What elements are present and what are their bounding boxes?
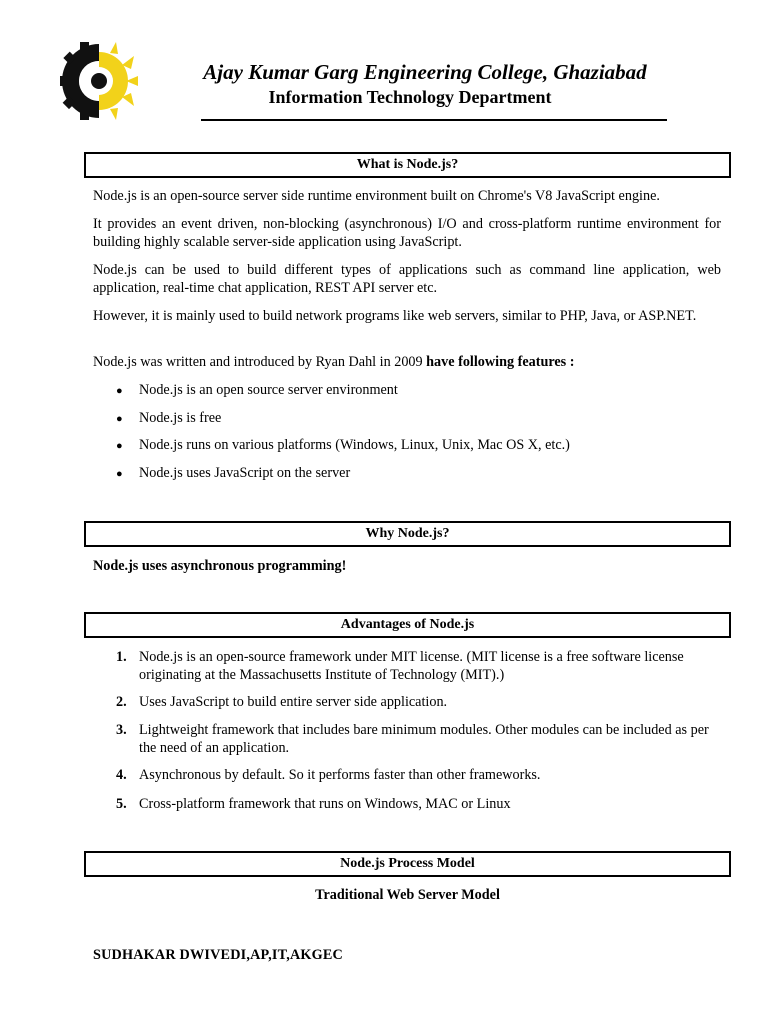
bullet-icon: ● [116,413,123,425]
section-heading-advantages: Advantages of Node.js [84,612,731,638]
footer-author: SUDHAKAR DWIVEDI,AP,IT,AKGEC [93,947,343,963]
paragraph: However, it is mainly used to build network programs like web servers, similar to PHP, Java, or ASP.NET. [93,308,697,324]
list-item: ● Node.js is free [116,410,222,426]
paragraph: Node.js can be used to build different types of applications such as command line application, web application, real-time chat application, REST API server etc. [93,262,721,296]
list-item: 3. Lightweight framework that includes bare minimum modules. Other modules can be included as per the need of an application. [116,722,709,756]
list-item: ● Node.js is an open source server environment [116,382,398,398]
college-title: Ajay Kumar Garg Engineering College, Ghaziabad [203,60,647,84]
header-divider [201,119,667,121]
paragraph: Node.js is an open-source server side runtime environment built on Chrome's V8 JavaScript engine. [93,188,660,204]
paragraph-bold: have following features : [426,354,575,370]
section-heading-process: Node.js Process Model [84,851,731,877]
list-item: 4. Asynchronous by default. So it performs faster than other frameworks. [116,767,541,783]
list-item: 5. Cross-platform framework that runs on Windows, MAC or Linux [116,796,511,812]
college-logo [56,40,142,122]
section-heading-why: Why Node.js? [84,521,731,547]
paragraph-lead: Node.js was written and introduced by Ryan Dahl in 2009 [93,354,423,370]
list-item: 1. Node.js is an open-source framework under MIT license. (MIT license is a free software license originating at the Massachusetts Institute of Technology (MIT).) [116,649,684,683]
subheading: Traditional Web Server Model [315,887,500,903]
list-item: ● Node.js runs on various platforms (Windows, Linux, Unix, Mac OS X, etc.) [116,437,570,453]
section-heading-what: What is Node.js? [84,152,731,178]
paragraph: It provides an event driven, non-blocking (asynchronous) I/O and cross-platform runtime environment for building highly scalable server-side application using JavaScript. [93,216,721,250]
list-item: ● Node.js uses JavaScript on the server [116,465,351,481]
bullet-icon: ● [116,468,123,480]
paragraph [93,353,721,371]
bullet-icon: ● [116,385,123,397]
list-item: 2. Uses JavaScript to build entire server side application. [116,694,448,710]
department-title: Information Technology Department [268,87,552,107]
paragraph: Node.js uses asynchronous programming! [93,558,347,574]
bullet-icon: ● [116,440,123,452]
